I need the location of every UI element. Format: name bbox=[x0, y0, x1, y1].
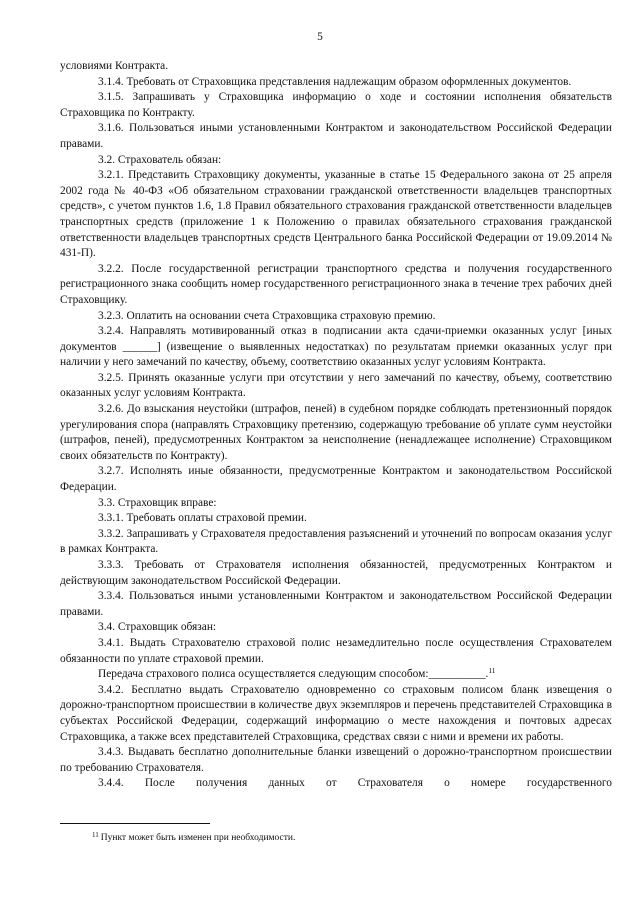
paragraph: 3.3.1. Требовать оплаты страховой премии. bbox=[98, 512, 307, 525]
page-number: 5 bbox=[317, 31, 323, 43]
paragraph: 3.2.6. До взыскания неустойки (штрафов, пеней) в судебном порядке соблюдать претензионный порядок урегулирования спора (направлять Страховщику претензию, содержащую требование об уплате сумм неустойки (штрафов, пеней), предусмотренных Контрактом за неисполнение (ненадлежащее исполнение) Страховщиком своих обязательств по Контракту). bbox=[60, 403, 612, 462]
document-body bbox=[60, 59, 612, 792]
paragraph-with-footnote: Передача страхового полиса осуществляется следующим способом:__________.$^{11}$ bbox=[98, 666, 496, 681]
paragraph: 3.4.4. После получения данных от Страхователя о номере государственного bbox=[98, 777, 612, 790]
paragraph: 3.2.3. Оплатить на основании счета Страховщика страховую премию. bbox=[98, 309, 436, 322]
paragraph: 3.2.4. Направлять мотивированный отказ в подписании акта сдачи-приемки оказанных услуг [иных документов ______] (извещение о выявленных недостатках) по результатам приемки оказанных услуг при наличии у него замечаний по качеству, объему, соответствию оказанных услуг условиям Контракта. bbox=[60, 325, 612, 369]
paragraph: 3.4. Страховщик обязан: bbox=[98, 621, 217, 634]
paragraph: 3.1.6. Пользоваться иными установленными Контрактом и законодательством Российской Федерации правами. bbox=[60, 122, 612, 150]
paragraph: 3.3.2. Запрашивать у Страхователя предоставления разъяснений и уточнений по вопросам оказания услуг в рамках Контракта. bbox=[60, 527, 612, 556]
paragraph: 3.2.5. Принять оказанные услуги при отсутствии у него замечаний по качеству, объему, соответствию оказанных услуг условиям Контракта. bbox=[60, 371, 612, 400]
footnote-divider bbox=[60, 823, 210, 824]
footnote-reference: 11 bbox=[488, 666, 496, 676]
paragraph: 3.3.4. Пользоваться иными установленными Контрактом и законодательством Российской Федерации правами. bbox=[60, 590, 612, 618]
paragraph: 3.2.7. Исполнять иные обязанности, предусмотренные Контрактом и законодательством Российской Федерации. bbox=[60, 465, 612, 494]
paragraph: условиями Контракта. bbox=[60, 60, 169, 72]
paragraph: 3.3.3. Требовать от Страхователя исполнения обязанностей, предусмотренных Контрактом и действующим законодательством Российской Федерации. bbox=[60, 559, 612, 587]
paragraph: 3.2.1. Представить Страховщику документы, указанные в статье 15 Федерального закона от 25 апреля 2002 года № 40-ФЗ «Об обязательном страховании гражданской ответственности владельцев транспортных средств», с учетом пунктов 1.6, 1.8 Правил обязательного страхования гражданской ответственности владельцев транспортных средств (приложение 1 к Положению о правилах обязательного страхования гражданской ответственности владельцев транспортных средств Центрального банка Российской Федерации от 19.09.2014 № 431-П). bbox=[60, 169, 612, 260]
paragraph: 3.2.2. После государственной регистрации транспортного средства и получения государственного регистрационного знака сообщить номер государственного регистрационного знака в течение трех рабочих дней Страховщику. bbox=[60, 262, 612, 306]
paragraph: 3.4.2. Бесплатно выдать Страхователю одновременно со страховым полисом бланк извещения о дорожно-транспортном происшествии в количестве двух экземпляров и перечень представителей Страховщика в субъектах Российской Федерации, содержащий информацию о месте нахождения и почтовых адресах Страховщика, а также всех представителей Страховщика, средствах связи с ними и времени их работы. bbox=[60, 683, 612, 743]
paragraph: 3.3. Страховщик вправе: bbox=[98, 496, 217, 509]
paragraph: 3.4.1. Выдать Страхователю страховой полис незамедлительно после осуществления Страхователем обязанности по уплате страховой премии. bbox=[60, 636, 612, 665]
paragraph: 3.1.5. Запрашивать у Страховщика информацию о ходе и состоянии исполнения обязательств Страховщика по Контракту. bbox=[60, 91, 612, 119]
paragraph: 3.2. Страхователь обязан: bbox=[98, 153, 222, 166]
paragraph: 3.1.4. Требовать от Страховщика представления надлежащим образом оформленных документов. bbox=[98, 75, 572, 88]
footnote-number: 11 bbox=[92, 831, 99, 839]
footnote bbox=[92, 832, 295, 844]
paragraph: 3.4.3. Выдавать бесплатно дополнительные бланки извещений о дорожно-транспортном происшествии по требованию Страхователя. bbox=[60, 746, 612, 774]
footnote-text: Пункт может быть изменен при необходимости. bbox=[100, 833, 296, 843]
